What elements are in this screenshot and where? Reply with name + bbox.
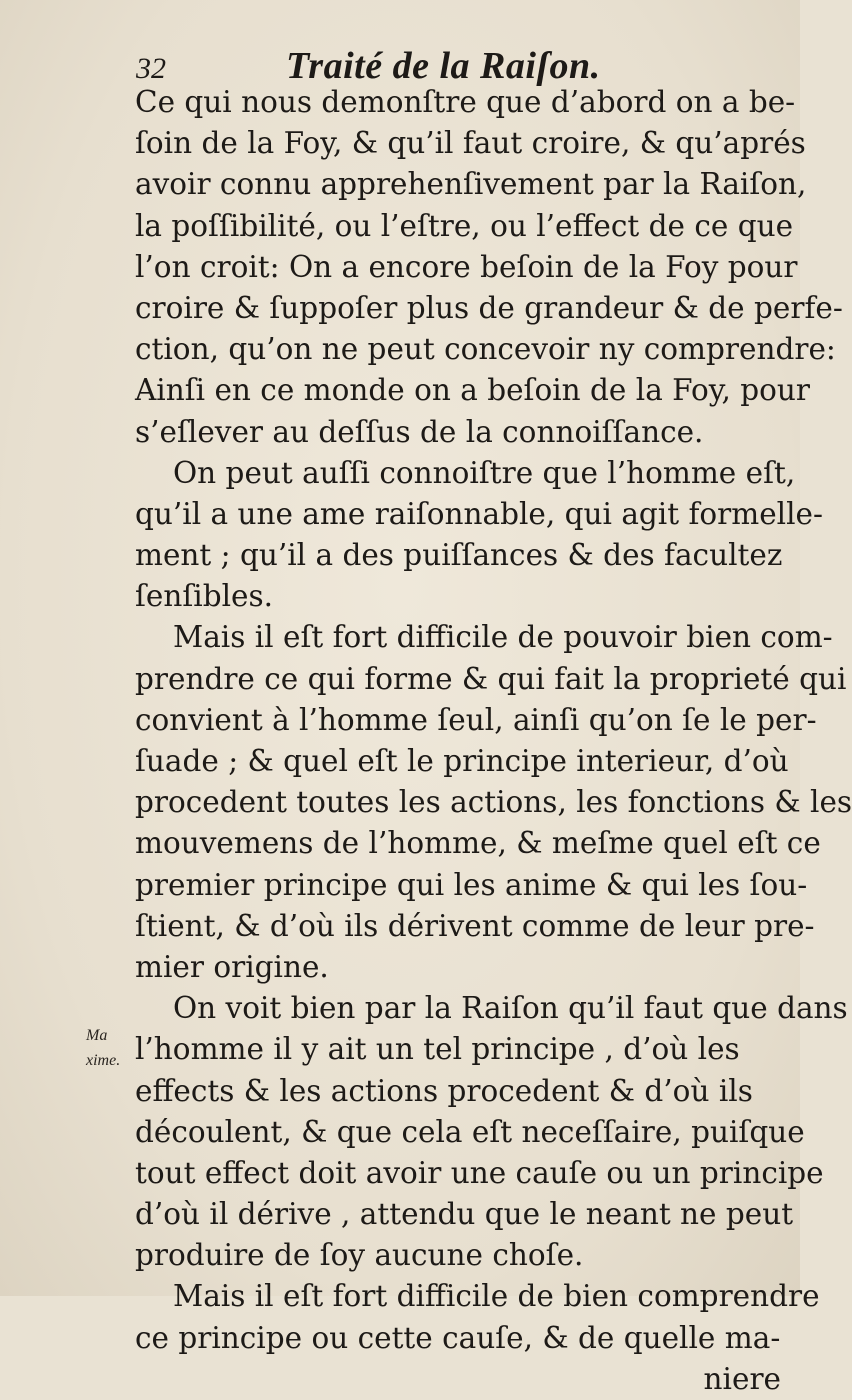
text-line: l’on croit: On a encore beſoin de la Foy pour — [135, 249, 798, 284]
text-line: convient à l’homme ſeul, ainſi qu’on ſe le per- — [135, 702, 817, 737]
paragraph-start-line: Mais il eſt fort difficile de bien comprendre — [173, 1279, 820, 1314]
text-line: tout effect doit avoir une cauſe ou un principe — [135, 1155, 824, 1190]
running-title: Traité de la Raiſon. — [286, 45, 601, 87]
page-number: 32 — [136, 52, 166, 85]
text-line: découlent, & que cela eſt neceſſaire, puiſque — [135, 1114, 805, 1149]
text-line: ſenſibles. — [135, 579, 274, 614]
margin-note-line-2: xime. — [86, 1052, 121, 1069]
body-text — [135, 82, 852, 1400]
text-line: la poſſibilité, ou l’eſtre, ou l’effect de ce que — [135, 208, 794, 243]
text-line: ce principe ou cette cauſe, & de quelle ma- — [135, 1320, 781, 1355]
text-line: ſuade ; & quel eſt le principe interieur, d’où — [135, 744, 789, 778]
page-header — [136, 42, 696, 86]
catchword: niere — [703, 1361, 781, 1396]
paragraph-start-line: Mais il eſt fort difficile de pouvoir bien com- — [173, 620, 833, 655]
text-line: ction, qu’on ne peut concevoir ny comprendre: — [135, 332, 836, 367]
text-line: qu’il a une ame raiſonnable, qui agit formelle- — [135, 496, 823, 531]
text-line: prendre ce qui forme & qui fait la proprieté qui — [135, 661, 847, 696]
text-line: ment ; qu’il a des puiſſances & des facultez — [135, 538, 783, 573]
text-line: ſtient, & d’où ils dérivent comme de leur pre- — [135, 908, 815, 943]
text-line: produire de ſoy aucune choſe. — [135, 1238, 584, 1273]
text-line: l’homme il y ait un tel principe , d’où les — [135, 1032, 740, 1067]
paragraph-start-line: On voit bien par la Raiſon qu’il faut que dans — [173, 991, 848, 1026]
paragraph-start-line: On peut auſſi connoiſtre que l’homme eſt, — [173, 455, 796, 490]
text-line: croire & ſuppoſer plus de grandeur & de perfe- — [135, 290, 843, 325]
text-line: s’eſlever au deſſus de la connoiſſance. — [135, 414, 704, 449]
text-line: effects & les actions procedent & d’où ils — [135, 1073, 753, 1108]
text-line: mouvemens de l’homme, & meſme quel eſt ce — [135, 826, 821, 861]
text-line: d’où il dérive , attendu que le neant ne peut — [135, 1197, 794, 1232]
text-line: procedent toutes les actions, les fonctions & les — [135, 785, 852, 820]
text-line: ſoin de la Foy, & qu’il faut croire, & qu’aprés — [135, 126, 806, 161]
text-line: avoir connu apprehenſivement par la Raiſon, — [135, 167, 807, 202]
margin-note-line-1: Ma — [86, 1027, 108, 1044]
text-line: mier origine. — [135, 949, 329, 984]
text-line: Ce qui nous demonſtre que d’abord on a be- — [135, 85, 796, 119]
text-line: Ainſi en ce monde on a beſoin de la Foy, pour — [135, 373, 811, 408]
margin-note — [86, 1023, 130, 1073]
text-line: premier principe qui les anime & qui les ſou- — [135, 867, 808, 902]
